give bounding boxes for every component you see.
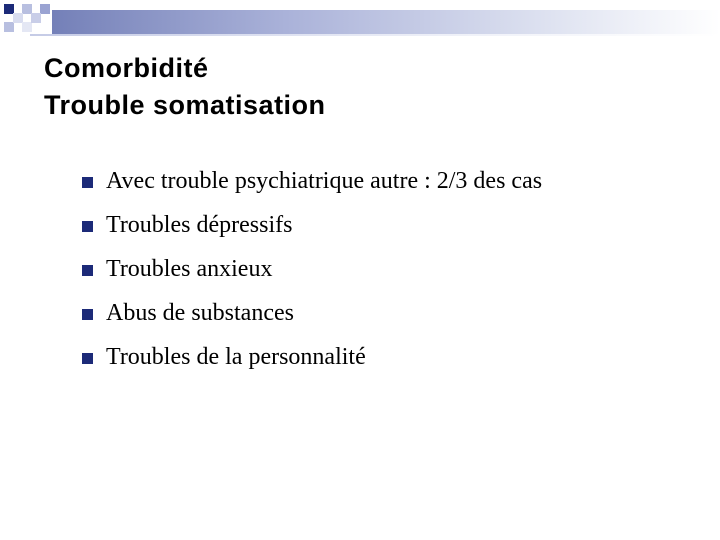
header-square-decoration — [31, 13, 41, 23]
header-square-decoration — [4, 22, 14, 32]
bullet-text: Troubles dépressifs — [106, 212, 293, 238]
square-bullet-icon — [82, 309, 93, 320]
square-bullet-icon — [82, 221, 93, 232]
title-line-1: Comorbidité — [44, 53, 209, 83]
header-square-decoration — [40, 4, 50, 14]
square-bullet-icon — [82, 177, 93, 188]
square-bullet-icon — [82, 265, 93, 276]
square-bullet-icon — [82, 353, 93, 364]
bullet-text: Troubles anxieux — [106, 256, 273, 282]
bullet-text: Avec trouble psychiatrique autre : 2/3 des cas — [106, 168, 543, 194]
header-gradient-bar — [52, 10, 720, 34]
header-divider — [30, 34, 720, 36]
header-square-decoration — [22, 22, 32, 32]
bullet-text: Abus de substances — [106, 300, 294, 326]
bullet-text: Troubles de la personnalité — [106, 344, 366, 370]
slide-title — [44, 50, 326, 124]
title-line-2: Trouble somatisation — [44, 90, 326, 120]
